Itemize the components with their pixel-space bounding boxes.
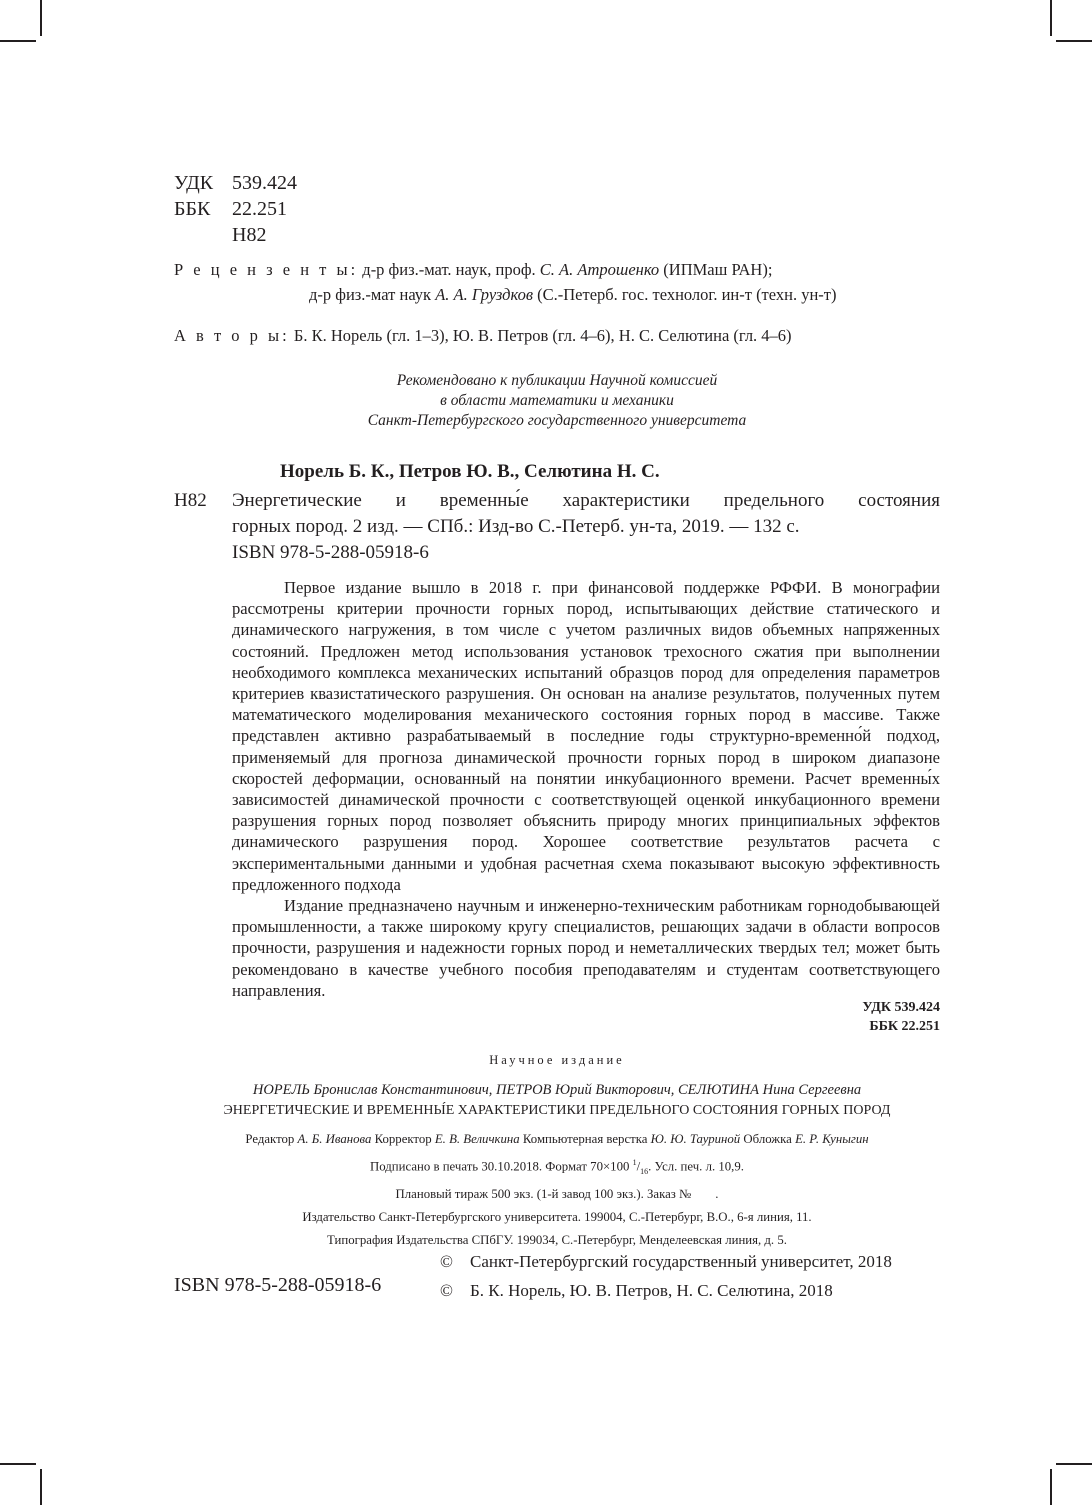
annotation-paragraph: Первое издание вышло в 2018 г. при финансовой поддержке РФФИ. В монографии рассмотрены критерии прочности горных пород, испытывающих действие статического и динамического нагружения, в том числе с учетом различных видов объемных напряженных состояний. Предложен метод использования установок трехосного сжатия при выполнении необходимого комплекса механических испытаний образцов пород для определения параметров критериев квазистатического разрушения. Он основан на анализе результатов, полученных путем математического моделирования механического состояния горных пород в массиве. Также представлен активно разрабатываемый в последние годы структурно-временно́й подход, применяемый для прогноза динамической прочности горных пород в широком диапазоне скоростей деформации, основанный на понятии инкубационного времени. Расчет временны́х зависимостей динамической прочности с соответствующей оценкой инкубационного времени разрушения горных пород позволяет объяснить природу многих принципиальных эффектов динамического разрушения пород. Хорошее соответствие результатов расчета с экспериментальными данными и удобная расчетная схема показывают высокую эффективность предложенного подхода <box>232 578 940 894</box>
isbn-footer: ISBN 978-5-288-05918-6 <box>174 1274 382 1296</box>
reviewer2-affiliation: (С.-Петерб. гос. технолог. ин-т (техн. ун-т) <box>537 285 837 304</box>
copyright-authors: Б. К. Норель, Ю. В. Петров, Н. С. Селютина, 2018 <box>470 1281 833 1300</box>
printer-line: Типография Издательства СПбГУ. 199034, С.-Петербург, Менделеевская линия, д. 5. <box>327 1232 787 1247</box>
editor-label: Редактор <box>245 1132 295 1146</box>
udk-bottom: УДК 539.424 <box>862 1000 940 1015</box>
layout-label: Компьютерная верстка <box>522 1132 648 1146</box>
signed-line: Подписано в печать 30.10.2018. Формат 70×100 $^1/_{16}$. Усл. печ. л. 10,9. <box>370 1158 744 1176</box>
reviewer1-name: С. А. Атрошенко <box>539 260 660 279</box>
recommendation-line: в области математики и механики <box>440 392 674 409</box>
reviewer1-degree: д-р физ.-мат. наук, проф. <box>362 260 536 279</box>
recommendation-block <box>174 371 940 431</box>
corrector-label: Корректор <box>374 1132 432 1146</box>
circulation-end: . <box>715 1186 719 1201</box>
bbk-label: ББК <box>174 198 211 220</box>
authors-full-names: НОРЕЛЬ Бронислав Константинович, ПЕТРОВ Юрий Викторович, СЕЛЮТИНА Нина Сергеевна <box>252 1082 862 1098</box>
udk-label: УДК <box>174 172 214 194</box>
imprint-block <box>174 1050 940 1252</box>
corrector-name: Е. В. Величкина <box>434 1132 520 1146</box>
crop-mark-bottom-right-v <box>1050 1469 1052 1505</box>
signed-text-end: . Усл. печ. л. 10,9. <box>648 1159 744 1174</box>
crop-mark-bottom-left-h <box>0 1463 36 1465</box>
crop-mark-top-left-v <box>40 0 42 36</box>
udk-value: 539.424 <box>232 172 297 194</box>
crop-mark-top-left-h <box>0 40 36 42</box>
author-mark: Н82 <box>232 224 267 246</box>
crop-mark-bottom-right-h <box>1056 1463 1092 1465</box>
copyright-symbol: © <box>440 1252 453 1271</box>
authors-label: А в т о р ы: <box>174 326 290 345</box>
edition-genre: Научное издание <box>489 1053 625 1067</box>
biblio-heading: Норель Б. К., Петров Ю. В., Селютина Н. С. <box>280 461 660 482</box>
recommendation-line: Санкт-Петербургского государственного университета <box>367 412 747 429</box>
authors-text: Б. К. Норель (гл. 1–3), Ю. В. Петров (гл. 4–6), Н. С. Селютина (гл. 4–6) <box>293 326 792 345</box>
format-denominator: 16 <box>640 1166 649 1176</box>
layout-name: Ю. Ю. Тауриной <box>650 1132 741 1146</box>
reviewer1-affiliation: (ИПМаш РАН); <box>663 260 773 279</box>
biblio-block <box>174 488 940 566</box>
circulation-line <box>174 1183 940 1206</box>
book-title-caps: ЭНЕРГЕТИЧЕСКИЕ И ВРЕМЕННЫ́Е ХАРАКТЕРИСТИКИ ПРЕДЕЛЬНОГО СОСТОЯНИЯ ГОРНЫХ ПОРОД <box>223 1103 891 1118</box>
publisher-line: Издательство Санкт-Петербургского университета. 199004, С.-Петербург, В.О., 6-я линия, 11. <box>302 1209 812 1224</box>
annotation-paragraph: Издание предназначено научным и инженерно-техническим работникам горнодобывающей промышленности, а также широкому кругу специалистов, решающих задачи в области вопросов прочности, разрушения и надежности горных пород и неметаллических твердых тел; может быть рекомендовано в качестве учебного пособия преподавателям и студентам соответствующего направления. <box>232 896 940 1000</box>
signed-text: Подписано в печать 30.10.2018. Формат 70×100 <box>370 1159 630 1174</box>
crop-mark-top-right-h <box>1056 40 1092 42</box>
crop-mark-bottom-left-v <box>40 1469 42 1505</box>
biblio-title-line: Энергетические и временны́е характеристики предельного состояния <box>232 490 940 511</box>
format-numerator: 1 <box>632 1158 637 1167</box>
circulation-text: Плановый тираж 500 экз. (1-й завод 100 экз.). Заказ № <box>395 1186 692 1201</box>
codes-bottom <box>862 998 940 1036</box>
biblio-code: Н82 <box>174 490 207 511</box>
reviewer2-name: А. А. Груздков <box>435 285 533 304</box>
authors-block <box>174 325 792 347</box>
copyright-university: Санкт-Петербургский государственный университет, 2018 <box>470 1252 892 1271</box>
editor-name: А. Б. Иванова <box>297 1132 372 1146</box>
classification-block <box>174 170 297 248</box>
reviewers-label: Р е ц е н з е н т ы: <box>174 260 359 279</box>
staff-line <box>174 1128 940 1151</box>
cover-label: Обложка <box>743 1132 792 1146</box>
bbk-value: 22.251 <box>232 198 287 220</box>
cover-name: Е. Р. Куныгин <box>795 1132 869 1146</box>
copyright-symbol: © <box>440 1281 453 1300</box>
recommendation-line: Рекомендовано к публикации Научной комиссией <box>396 372 718 389</box>
copyright-block <box>440 1247 892 1305</box>
biblio-isbn: ISBN 978-5-288-05918-6 <box>232 542 429 563</box>
biblio-imprint-line: горных пород. 2 изд. — СПб.: Изд-во С.-Петерб. ун-та, 2019. — 132 с. <box>232 516 800 537</box>
reviewers-block <box>174 257 837 307</box>
bbk-bottom: ББК 22.251 <box>869 1019 940 1034</box>
annotation <box>232 577 940 1001</box>
crop-mark-top-right-v <box>1050 0 1052 36</box>
reviewer2-degree: д-р физ.-мат наук <box>309 285 432 304</box>
